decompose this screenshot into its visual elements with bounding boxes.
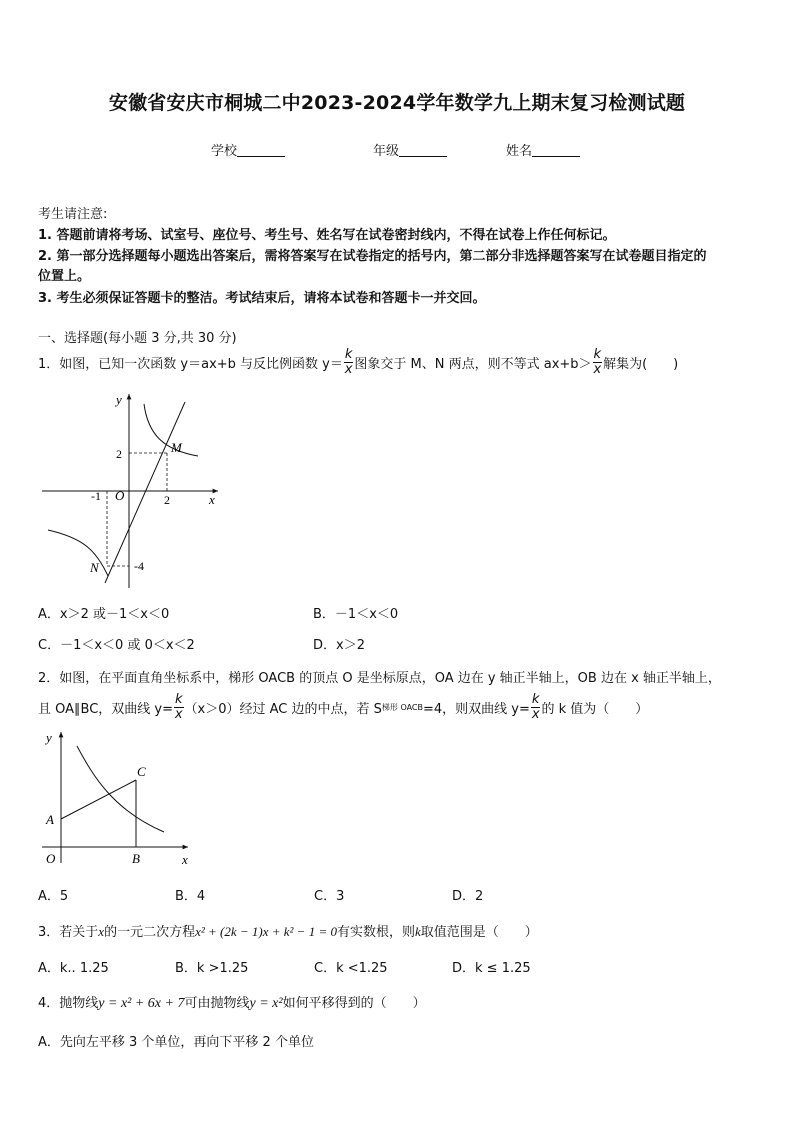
grade-field[interactable]	[373, 140, 447, 159]
q3-equation: x² + (2k − 1)x + k² − 1 = 0	[195, 924, 337, 939]
q4-text-a: 4．抛物线	[38, 996, 99, 1011]
fraction-k-over-x: $\frac{k}{x}$	[531, 692, 540, 722]
q3-text-a: 3．若关于	[38, 925, 99, 940]
point-n-label: N	[90, 560, 99, 575]
section-heading: 一、选择题(每小题 3 分,共 30 分)	[38, 331, 237, 346]
point-c-label: C	[137, 764, 146, 779]
fraction-k-over-x: $\frac{k}{x}$	[593, 347, 602, 377]
q2-option-a[interactable]: A．5	[38, 889, 69, 904]
point-m-label: M	[171, 440, 182, 455]
question-1-stem	[38, 348, 678, 377]
origin-label: O	[115, 488, 125, 503]
q1-graph	[38, 390, 228, 590]
q1-option-d[interactable]: D．x＞2	[313, 638, 365, 653]
point-a-label: A	[46, 812, 54, 827]
notice-item: 3. 考生必须保证答题卡的整洁。考试结束后，请将本试卷和答题卡一并交回。	[38, 291, 486, 306]
q3-text-d: 取值范围是（ ）	[420, 925, 538, 940]
q3-var-k: k	[415, 924, 421, 939]
q4-equation-2: y = x²	[249, 996, 283, 1011]
hyperbola-branch-lower	[48, 530, 108, 576]
q1-option-c[interactable]: C．－1＜x＜0 或 0＜x＜2	[38, 638, 195, 653]
q2-subscript: 梯形 OACB	[381, 703, 424, 712]
q3-option-a[interactable]: A．k.. 1.25	[38, 961, 109, 976]
q3-var-x: x	[98, 924, 105, 939]
x-axis-label: x	[209, 492, 215, 507]
name-field[interactable]	[506, 140, 580, 159]
q1-text-part1: 1．如图，已知一次函数 y＝ax+b 与反比例函数 y＝	[38, 357, 343, 372]
q1-text-part2: 图象交于 M、N 两点，则不等式 ax+b＞	[354, 357, 592, 372]
q2-text-c: =4，则双曲线 y=	[423, 702, 530, 717]
y-axis-label: y	[46, 730, 52, 745]
name-blank[interactable]	[532, 144, 580, 157]
q3-text-b: 的一元二次方程	[104, 925, 196, 940]
question-2-line2	[38, 693, 648, 722]
page-title: 安徽省安庆市桐城二中2023-2024学年数学九上期末复习检测试题	[108, 92, 686, 114]
tick-label: -1	[91, 489, 101, 503]
q2-option-d[interactable]: D．2	[452, 889, 484, 904]
grade-label: 年级	[373, 144, 400, 159]
q1-text-part3: 解集为( )	[603, 357, 679, 372]
q3-option-c[interactable]: C．k <1.25	[314, 961, 388, 976]
point-b-label: B	[132, 851, 140, 866]
q4-equation-1: y = x² + 6x + 7	[98, 996, 185, 1011]
hyperbola	[77, 746, 164, 832]
q1-option-b[interactable]: B．－1＜x＜0	[313, 607, 399, 622]
x-axis-label: x	[182, 852, 188, 867]
q3-text-c: 有实数根，则	[336, 925, 415, 940]
q2-option-c[interactable]: C．3	[314, 889, 345, 904]
q4-option-a[interactable]: A．先向左平移 3 个单位，再向下平移 2 个单位	[38, 1035, 314, 1050]
origin-label: O	[46, 851, 56, 866]
q2-text-b: （x＞0）经过 AC 边的中点，若 S	[184, 702, 382, 717]
q2-text-d: 的 k 值为（ ）	[541, 702, 649, 717]
notice-item: 1. 答题前请将考场、试室号、座位号、考生号、姓名写在试卷密封线内，不得在试卷上作任何标记。	[38, 228, 616, 243]
side-ac	[61, 780, 136, 819]
school-blank[interactable]	[237, 144, 285, 157]
tick-label: -4	[134, 559, 144, 573]
q2-graph	[38, 728, 198, 873]
tick-label: 2	[116, 447, 122, 461]
q3-option-b[interactable]: B．k >1.25	[175, 961, 249, 976]
question-4-stem	[38, 992, 426, 1012]
school-label: 学校	[211, 144, 238, 159]
question-2-line1: 2．如图，在平面直角坐标系中，梯形 OACB 的顶点 O 是坐标原点，OA 边在 y 轴正半轴上，OB 边在 x 轴正半轴上，	[38, 671, 721, 686]
q3-option-d[interactable]: D．k ≤ 1.25	[452, 961, 531, 976]
question-3-stem	[38, 921, 538, 940]
fraction-k-over-x: $\frac{k}{x}$	[174, 692, 183, 722]
q2-text-a: 且 OA∥BC，双曲线 y=	[38, 702, 174, 717]
q1-option-a[interactable]: A．x＞2 或－1＜x＜0	[38, 607, 170, 622]
q4-text-b: 可由抛物线	[184, 996, 250, 1011]
name-label: 姓名	[506, 144, 533, 159]
notice-heading: 考生请注意:	[38, 207, 108, 222]
tick-label: 2	[164, 493, 170, 507]
y-axis-label: y	[116, 392, 122, 407]
school-field[interactable]	[211, 140, 285, 159]
notice-item: 位置上。	[38, 269, 91, 284]
q4-text-c: 如何平移得到的（ ）	[282, 996, 426, 1011]
fraction-k-over-x: $\frac{k}{x}$	[344, 347, 353, 377]
q2-option-b[interactable]: B．4	[175, 889, 206, 904]
grade-blank[interactable]	[399, 144, 447, 157]
notice-item: 2. 第一部分选择题每小题选出答案后，需将答案写在试卷指定的括号内，第二部分非选择题答案写在试卷题目指定的	[38, 249, 707, 264]
